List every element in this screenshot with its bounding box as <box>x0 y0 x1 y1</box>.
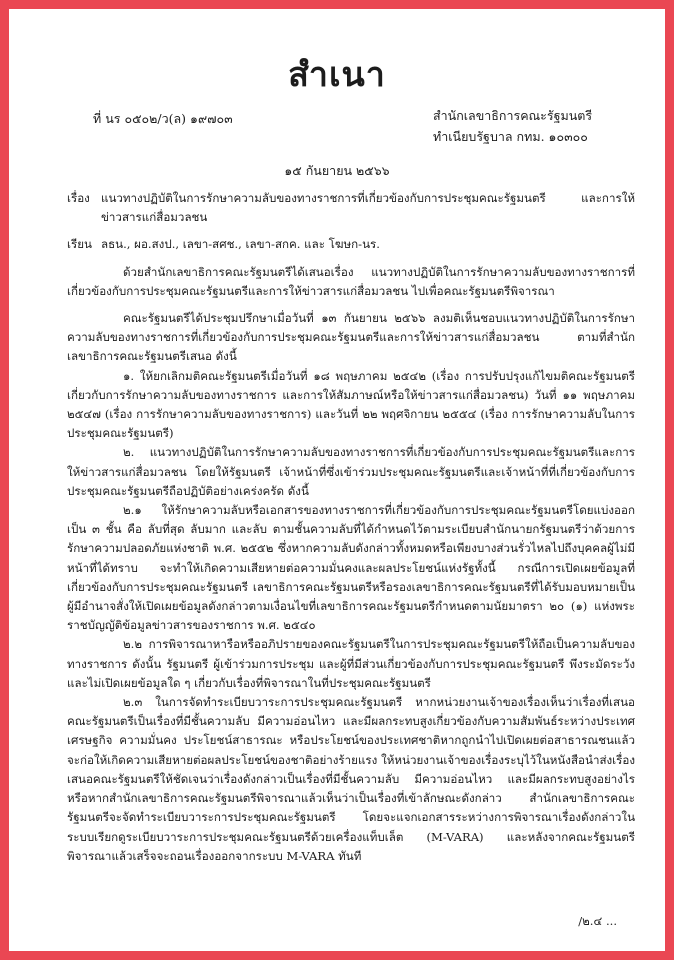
page-continuation: /๒.๔ ... <box>578 914 617 928</box>
paragraph-item-2-1: ๒.๑ ให้รักษาความลับหรือเอกสารของทางราชการที่เกี่ยวข้องกับการประชุมคณะรัฐมนตรีโดยแบ่งออกเป็น ๓ ชั้น คือ ลับที่สุด ลับมาก และลับ ตามชั้นความลับที่ได้กำหนดไว้ตามระเบียบสำนักนายกรัฐมนตรีว่าด้วยการรักษาความปลอดภัยแห่งชาติ พ.ศ. ๒๕๕๒ ซึ่งหากความลับดังกล่าวทั้งหมดหรือเพียงบางส่วนรั่วไหลไปถึงบุคคลผู้ไม่มีหน้าที่ได้ทราบ จะทำให้เกิดความเสียหายต่อความมั่นคงและผลประโยชน์แห่งรัฐทั้งนี้ กรณีการเปิดเผยข้อมูลที่เกี่ยวข้องกับการประชุมคณะรัฐมนตรี เลขาธิการคณะรัฐมนตรีหรือรองเลขาธิการคณะรัฐมนตรีที่ได้รับมอบหมายเป็นผู้มีอำนาจสั่งให้เปิดเผยข้อมูลดังกล่าวตามเงื่อนไขที่เลขาธิการคณะรัฐมนตรีกำหนดตามนัยมาตรา ๒๐ (๑) แห่งพระราชบัญญัติข้อมูลข่าวสารของราชการ พ.ศ. ๒๕๔๐ <box>67 503 635 633</box>
paragraph-item-2-2: ๒.๒ การพิจารณาหารือหรืออภิปรายของคณะรัฐมนตรีในการประชุมคณะรัฐมนตรีให้ถือเป็นความลับของทางราชการ ดังนั้น รัฐมนตรี ผู้เข้าร่วมการประชุม และผู้ที่มีส่วนเกี่ยวข้องกับการประชุมคณะรัฐมนตรี พึงระมัดระวังและไม่เปิดเผยข้อมูลใด ๆ เกี่ยวกับเรื่องที่พิจารณาในที่ประชุมคณะรัฐมนตรี <box>67 637 635 690</box>
office-address <box>433 105 592 147</box>
reference-number: ที่ นร ๐๕๐๒/ว(ล) ๑๙๗๐๓ <box>93 111 233 126</box>
recipient-text: ลธน., ผอ.สงป., เลขา-สศช., เลขา-สกค. และ โฆษก-นร. <box>101 237 380 252</box>
document-page <box>9 9 665 951</box>
paragraph-item-1: ๑. ให้ยกเลิกมติคณะรัฐมนตรีเมื่อวันที่ ๑๘ พฤษภาคม ๒๕๔๒ (เรื่อง การปรับปรุงแก้ไขมติคณะรัฐมนตรีเกี่ยวกับการรักษาความลับของทางราชการ และการให้สัมภาษณ์หรือให้ข่าวสารแก่สื่อมวลชน) วันที่ ๑๑ พฤษภาคม ๒๕๔๗ (เรื่อง การรักษาความลับของทางราชการ) และวันที่ ๒๒ พฤศจิกายน ๒๕๕๔ (เรื่อง การรักษาความลับในการประชุมคณะรัฐมนตรี) <box>67 368 635 441</box>
office-location: ทำเนียบรัฐบาล กทม. ๑๐๓๐๐ <box>433 129 588 144</box>
document-frame <box>9 9 665 951</box>
document-title: สำเนา <box>288 55 386 95</box>
paragraph-item-2-3: ๒.๓ ในการจัดทำระเบียบวาระการประชุมคณะรัฐมนตรี หากหน่วยงานเจ้าของเรื่องเห็นว่าเรื่องที่เสนอคณะรัฐมนตรีเป็นเรื่องที่มีชั้นความลับ มีความอ่อนไหว และมีผลกระทบสูงเกี่ยวข้องกับความสัมพันธ์ระหว่างประเทศ เศรษฐกิจ ความมั่นคง ประโยชน์สาธารณะ หรือประโยชน์ของประเทศชาติหากถูกนำไปเปิดเผยต่อสาธารณชนแล้วจะก่อให้เกิดความเสียหายต่อผลประโยชน์ของชาติอย่างร้ายแรง ให้หน่วยงานเจ้าของเรื่องระบุไว้ในหนังสือนำส่งเรื่องเสนอคณะรัฐมนตรีให้ชัดเจนว่าเรื่องดังกล่าวเป็นเรื่องที่มีชั้นความลับ มีความอ่อนไหว และมีผลกระทบสูงอย่างไร หรือหากสำนักเลขาธิการคณะรัฐมนตรีพิจารณาแล้วเห็นว่าเป็นเรื่องที่เข้าลักษณะดังกล่าว สำนักเลขาธิการคณะรัฐมนตรีจะจัดทำระเบียบวาระการประชุมคณะรัฐมนตรี โดยจะแจกเอกสารระหว่างการพิจารณาเรื่องดังกล่าวในระบบเรียกดูระเบียบวาระการประชุมคณะรัฐมนตรีด้วยเครื่องแท็บเล็ต (M-VARA) และหลังจากคณะรัฐมนตรีพิจารณาแล้วเสร็จจะถอนเรื่องออกจากระบบ M-VARA ทันที <box>67 695 635 863</box>
paragraph-resolution: คณะรัฐมนตรีได้ประชุมปรึกษาเมื่อวันที่ ๑๓ กันยายน ๒๕๖๖ ลงมติเห็นชอบแนวทางปฏิบัติในการรักษาความลับของทางราชการที่เกี่ยวข้องกับการประชุมคณะรัฐมนตรีและการให้ข่าวสารแก่สื่อมวลชน ตามที่สำนักเลขาธิการคณะรัฐมนตรีเสนอ ดังนี้ <box>67 311 635 364</box>
paragraph-item-2: ๒. แนวทางปฏิบัติในการรักษาความลับของทางราชการที่เกี่ยวข้องกับการประชุมคณะรัฐมนตรีและการให้ข่าวสารแก่สื่อมวลชน โดยให้รัฐมนตรี เจ้าหน้าที่ซึ่งเข้าร่วมประชุมคณะรัฐมนตรีและเจ้าหน้าที่ที่เกี่ยวข้องกับการประชุมคณะรัฐมนตรีถือปฏิบัติอย่างเคร่งครัด ดังนี้ <box>67 445 635 498</box>
paragraph-intro: ด้วยสำนักเลขาธิการคณะรัฐมนตรีได้เสนอเรื่อง แนวทางปฏิบัติในการรักษาความลับของทางราชการที่เกี่ยวข้องกับการประชุมคณะรัฐมนตรีและการให้ข่าวสารแก่สื่อมวลชน ไปเพื่อคณะรัฐมนตรีพิจารณา <box>67 264 635 298</box>
document-date: ๑๕ กันยายน ๒๕๖๖ <box>284 163 390 178</box>
subject-label: เรื่อง <box>67 191 90 205</box>
recipient-label: เรียน <box>67 237 92 252</box>
office-name: สำนักเลขาธิการคณะรัฐมนตรี <box>433 108 593 123</box>
subject-text: แนวทางปฏิบัติในการรักษาความลับของทางราชการที่เกี่ยวข้องกับการประชุมคณะรัฐมนตรี และการให้ข่าวสารแก่สื่อมวลชน <box>101 191 635 225</box>
recipient-row <box>67 235 635 254</box>
document-body <box>67 189 635 866</box>
subject-row <box>67 189 635 227</box>
